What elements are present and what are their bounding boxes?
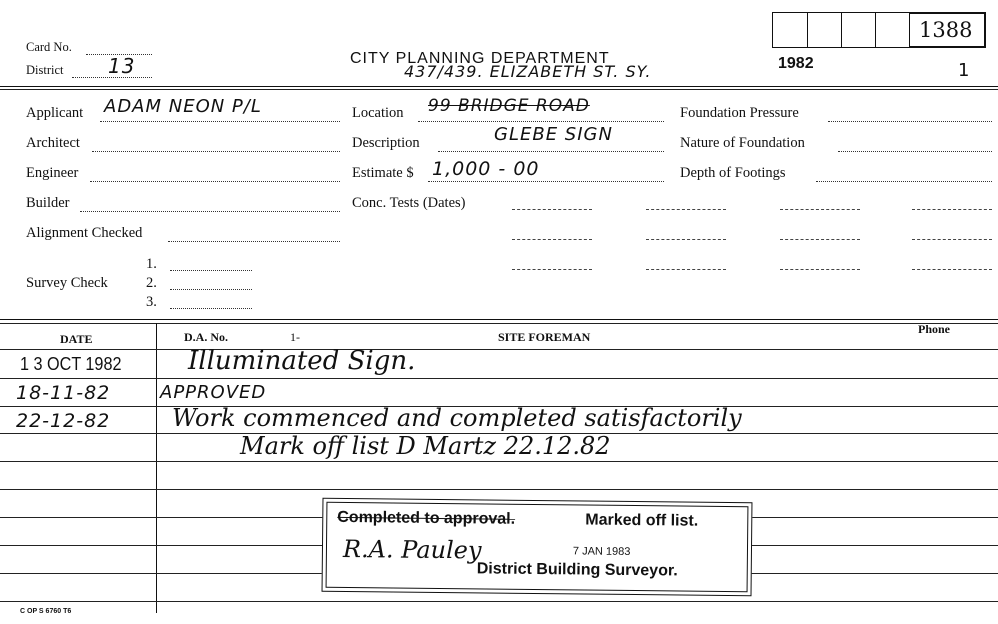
district-label: District (26, 63, 64, 77)
test-line (780, 269, 860, 270)
log-date-3: 22-12-82 (16, 410, 111, 432)
log-note-1: Illuminated Sign. (188, 346, 416, 376)
foundation-pressure-line (828, 121, 992, 122)
depth-footings-label: Depth of Footings (680, 165, 786, 181)
test-line (512, 239, 592, 240)
col-foreman-header: SITE FOREMAN (498, 330, 591, 344)
survey-label: Survey Check (26, 275, 108, 291)
log-row-rule (0, 489, 998, 490)
log-row-rule (0, 349, 998, 350)
test-line (646, 269, 726, 270)
estimate-line (428, 181, 664, 182)
survey-line-3 (170, 308, 252, 309)
test-line (780, 239, 860, 240)
box-divider (807, 13, 808, 47)
architect-label: Architect (26, 135, 80, 151)
depth-footings-line (816, 181, 992, 182)
log-note-2: APPROVED (160, 382, 267, 403)
test-line (512, 269, 592, 270)
test-line (780, 209, 860, 210)
stamp-line1-rest: Marked off list. (585, 511, 699, 530)
applicant-value: ADAM NEON P/L (104, 96, 262, 117)
col-date-header: DATE (60, 332, 93, 346)
alignment-label: Alignment Checked (26, 225, 143, 241)
survey-line-1 (170, 270, 252, 271)
survey-num-1: 1. (146, 256, 157, 272)
architect-line (92, 151, 340, 152)
nature-foundation-line (838, 151, 992, 152)
foundation-pressure-label: Foundation Pressure (680, 105, 799, 121)
test-line (512, 209, 592, 210)
stamp-date: 7 JAN 1983 (572, 545, 631, 558)
card-no-label: Card No. (26, 40, 72, 54)
stamp-line2: District Building Surveyor. (476, 560, 678, 580)
conc-tests-label: Conc. Tests (Dates) (352, 195, 466, 211)
log-date-2: 18-11-82 (16, 382, 111, 404)
box-divider (841, 13, 842, 47)
builder-line (80, 211, 340, 212)
test-line (646, 239, 726, 240)
location-label: Location (352, 105, 404, 121)
log-note-3: Work commenced and completed satisfactorily (172, 404, 742, 432)
location-line (418, 121, 664, 122)
description-label: Description (352, 135, 420, 151)
nature-foundation-label: Nature of Foundation (680, 135, 805, 151)
card-number: 1388 (919, 18, 973, 42)
log-top-rule (0, 319, 998, 320)
description-value: GLEBE SIGN (494, 124, 613, 145)
department-title: CITY PLANNING DEPARTMENT (350, 50, 610, 67)
estimate-label: Estimate $ (352, 165, 414, 181)
test-line (912, 269, 992, 270)
log-top-rule-2 (0, 323, 998, 324)
log-row-rule (0, 378, 998, 379)
header-rule (0, 86, 998, 87)
card-number-box (772, 12, 986, 48)
col-da-value: 1- (290, 330, 300, 344)
builder-label: Builder (26, 195, 70, 211)
year: 1982 (778, 55, 814, 72)
col-phone-header: Phone (918, 322, 951, 336)
log-date-1: 1 3 OCT 1982 (20, 354, 122, 374)
alignment-line (168, 241, 340, 242)
stamp-signature: R.A. Pauley (342, 534, 482, 565)
test-line (646, 209, 726, 210)
col-da-header: D.A. No. (184, 330, 228, 344)
survey-line-2 (170, 289, 252, 290)
header-rule-2 (0, 89, 998, 90)
test-line (912, 239, 992, 240)
address-overwrite: 437/439. ELIZABETH ST. SY. (404, 62, 652, 81)
survey-num-3: 3. (146, 294, 157, 310)
test-line (912, 209, 992, 210)
approval-stamp (322, 498, 753, 596)
stamp-line1-struck: Completed to approval. (337, 508, 516, 528)
applicant-label: Applicant (26, 105, 84, 121)
applicant-line (100, 121, 340, 122)
log-row-rule (0, 601, 998, 602)
survey-num-2: 2. (146, 275, 157, 291)
description-line (438, 151, 664, 152)
date-column-divider (156, 323, 157, 613)
location-value: 99 BRIDGE ROAD (428, 96, 590, 116)
log-row-rule (0, 461, 998, 462)
district-value: 13 (108, 54, 136, 78)
corner-mark: 1 (958, 60, 970, 81)
engineer-label: Engineer (26, 165, 79, 181)
engineer-line (90, 181, 340, 182)
estimate-value: 1,000 - 00 (432, 158, 540, 180)
log-note-4: Mark off list D Martz 22.12.82 (240, 432, 611, 460)
form-code: C OP S 6760 T6 (20, 608, 72, 615)
box-divider (875, 13, 876, 47)
